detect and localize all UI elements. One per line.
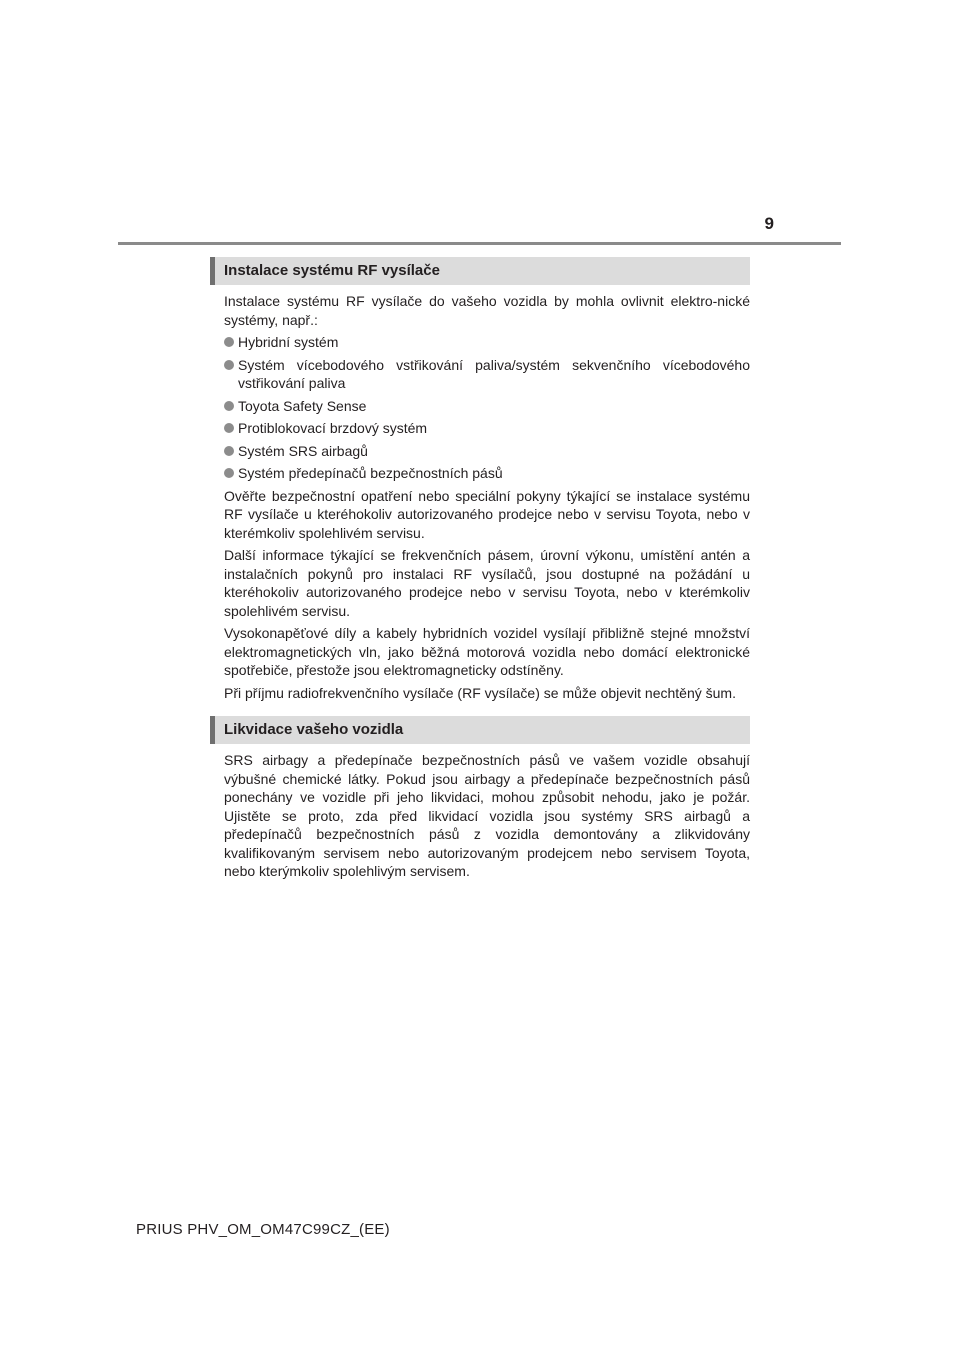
section-intro: Instalace systému RF vysílače do vašeho vozidla by mohla ovlivnit elektro-nické systémy, např.: (224, 293, 750, 328)
document-code-footer: PRIUS PHV_OM_OM47C99CZ_(EE) (136, 1221, 390, 1238)
paragraph: Vysokonapěťové díly a kabely hybridních vozidel vysílají přibližně stejné množství elektromagnetických vln, jako běžná motorová vozidla nebo domácí elektronické spotřebiče, přestože jsou elektromagneticky odstíněny. (224, 625, 750, 678)
paragraph: Při příjmu radiofrekvenčního vysílače (RF vysílače) se může objevit nechtěný šum. (224, 684, 736, 701)
section-heading-vehicle-disposal: Likvidace vašeho vozidla (210, 716, 750, 744)
section-spacer (210, 706, 750, 716)
paragraph: Ověřte bezpečnostní opatření nebo speciální pokyny týkající se instalace systému RF vysílače u kteréhokoliv autorizovaného prodejce nebo v servisu Toyota, nebo v kterémkoliv spolehlivém servisu. (224, 487, 750, 541)
bullet-icon (224, 360, 234, 370)
paragraph: SRS airbagy a předepínače bezpečnostních pásů ve vašem vozidle obsahují výbušné chemické látky. Pokud jsou airbagy a předepínače bezpečnostních pásů ponechány ve vozidle při jeho likvidaci, mohou způsobit nehodu, jako je požár. Ujistěte se proto, zda před likvidací vozidla jsou systémy SRS airbagů a předepínačů bezpečnostních pásů z vozidla demontovány a zlikvidovány kvalifikovaným servisem nebo autorizovaným prodejcem nebo servisem Toyota, nebo kterýmkoliv spolehlivým servisem. (224, 752, 750, 879)
header-rule (118, 242, 841, 245)
bullet-icon (224, 423, 234, 433)
list-item (210, 419, 750, 438)
bullet-icon (224, 401, 234, 411)
list-item (210, 397, 750, 416)
bullet-icon (224, 446, 234, 456)
paragraph: Další informace týkající se frekvenčních pásem, úrovní výkonu, umístění antén a instalačních pokynů pro instalaci RF vysílačů, jsou dostupné na požádání u kteréhokoliv autorizovaného prodejce nebo v servisu Toyota, nebo v kterémkoliv spolehlivém servisu. (224, 547, 750, 619)
list-item (210, 464, 750, 483)
page-number: 9 (764, 214, 774, 233)
bullet-icon (224, 468, 234, 478)
list-item (210, 356, 750, 393)
list-item-text: Hybridní systém (238, 334, 339, 350)
list-item (210, 442, 750, 461)
list-item-text: Systém předepínačů bezpečnostních pásů (238, 465, 503, 481)
bullet-icon (224, 337, 234, 347)
list-item-text: Toyota Safety Sense (238, 397, 367, 414)
affected-systems-list (210, 333, 750, 483)
list-item (210, 333, 750, 352)
page-content (210, 257, 750, 885)
list-item-text: Systém SRS airbagů (238, 442, 368, 459)
list-item-text: Systém vícebodového vstřikování paliva/systém sekvenčního vícebodového vstřikování paliva (238, 356, 750, 391)
list-item-text: Protiblokovací brzdový systém (238, 420, 428, 436)
section-heading-rf-transmitter: Instalace systému RF vysílače (210, 257, 750, 285)
